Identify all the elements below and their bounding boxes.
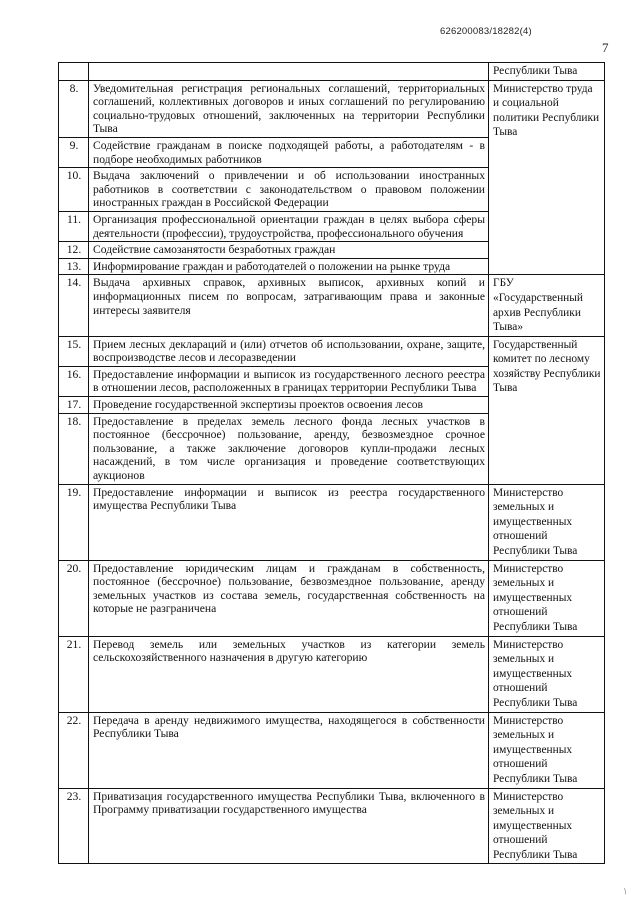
row-number: 16.	[59, 366, 89, 396]
row-number: 8.	[59, 80, 89, 137]
org-cell: Министерство земельных и имущественных отношений Республики Тыва	[489, 484, 605, 560]
page-number: 7	[602, 40, 609, 55]
service-name: Содействие самозанятости безработных граждан	[89, 242, 489, 259]
table-row	[59, 63, 605, 81]
org-cell: Министерство земельных и имущественных отношений Республики Тыва	[489, 788, 605, 864]
service-name: Прием лесных деклараций и (или) отчетов об использовании, охране, защите, воспроизводстве лесов и лесоразведении	[89, 336, 489, 366]
org-cell: Государственный комитет по лесному хозяйству Республики Тыва	[489, 336, 605, 484]
table-row	[59, 712, 605, 788]
service-name: Выдача заключений о привлечении и об использовании иностранных работников в соответствии с законодательством о правовом положении иностранных граждан в Российской Федерации	[89, 168, 489, 212]
row-number: 12.	[59, 242, 89, 259]
row-number: 22.	[59, 712, 89, 788]
org-cell: Республики Тыва	[489, 63, 605, 81]
row-number: 11.	[59, 211, 89, 241]
table-row	[59, 560, 605, 636]
corner-mark: /	[621, 886, 629, 896]
services-table	[58, 62, 605, 864]
table-row	[59, 788, 605, 864]
org-cell: Министерство земельных и имущественных отношений Республики Тыва	[489, 560, 605, 636]
row-number: 14.	[59, 275, 89, 336]
row-number: 15.	[59, 336, 89, 366]
service-name: Информирование граждан и работодателей о положении на рынке труда	[89, 258, 489, 275]
document-id: 626200083/18282(4)	[440, 26, 532, 37]
service-name: Передача в аренду недвижимого имущества, находящегося в собственности Республики Тыва	[89, 712, 489, 788]
row-number: 20.	[59, 560, 89, 636]
row-number: 13.	[59, 258, 89, 275]
table-row	[59, 336, 605, 366]
row-number: 17.	[59, 397, 89, 414]
service-name: Предоставление информации и выписок из государственного лесного реестра в отношении лесов, расположенных в границах территории Республики Тыва	[89, 366, 489, 396]
service-name: Предоставление информации и выписок из реестра государственного имущества Республики Тыва	[89, 484, 489, 560]
service-name: Проведение государственной экспертизы проектов освоения лесов	[89, 397, 489, 414]
row-number: 19.	[59, 484, 89, 560]
row-number: 21.	[59, 636, 89, 712]
service-name: Выдача архивных справок, архивных выписок, архивных копий и информационных писем по вопросам, затрагивающим права и законные интересы заявителя	[89, 275, 489, 336]
service-name: Уведомительная регистрация региональных соглашений, территориальных соглашений, коллективных договоров и иных соглашений по регулированию социально-трудовых отношений, заключенных на территории Республики Тыва	[89, 80, 489, 137]
service-name: Приватизация государственного имущества Республики Тыва, включенного в Программу приватизации государственного имущества	[89, 788, 489, 864]
service-name: Организация профессиональной ориентации граждан в целях выбора сферы деятельности (профессии), трудоустройства, профессионального обучения	[89, 211, 489, 241]
org-cell: Министерство земельных и имущественных отношений Республики Тыва	[489, 712, 605, 788]
service-name: Перевод земель или земельных участков из категории земель сельскохозяйственного назначения в другую категорию	[89, 636, 489, 712]
service-name: Предоставление в пределах земель лесного фонда лесных участков в постоянное (бессрочное) пользование, аренду, безвозмездное срочное пользование, а также заключение договоров купли-продажи лесных насаждений, в том числе организация и проведение соответствующих аукционов	[89, 413, 489, 484]
service-name: Содействие гражданам в поиске подходящей работы, а работодателям - в подборе необходимых работников	[89, 137, 489, 167]
org-cell: ГБУ «Государственный архив Республики Тыва»	[489, 275, 605, 336]
service-name: Предоставление юридическим лицам и гражданам в собственность, постоянное (бессрочное) пользование, безвозмездное пользование, аренду земельных участков из состава земель, государственная собственность на которые не разграничена	[89, 560, 489, 636]
row-number: 18.	[59, 413, 89, 484]
table-row	[59, 275, 605, 336]
row-number: 10.	[59, 168, 89, 212]
row-number: 23.	[59, 788, 89, 864]
table-row	[59, 484, 605, 560]
row-number: 9.	[59, 137, 89, 167]
table-row	[59, 636, 605, 712]
org-cell: Министерство земельных и имущественных отношений Республики Тыва	[489, 636, 605, 712]
table-row	[59, 80, 605, 137]
org-cell: Министерство труда и социальной политики Республики Тыва	[489, 80, 605, 275]
